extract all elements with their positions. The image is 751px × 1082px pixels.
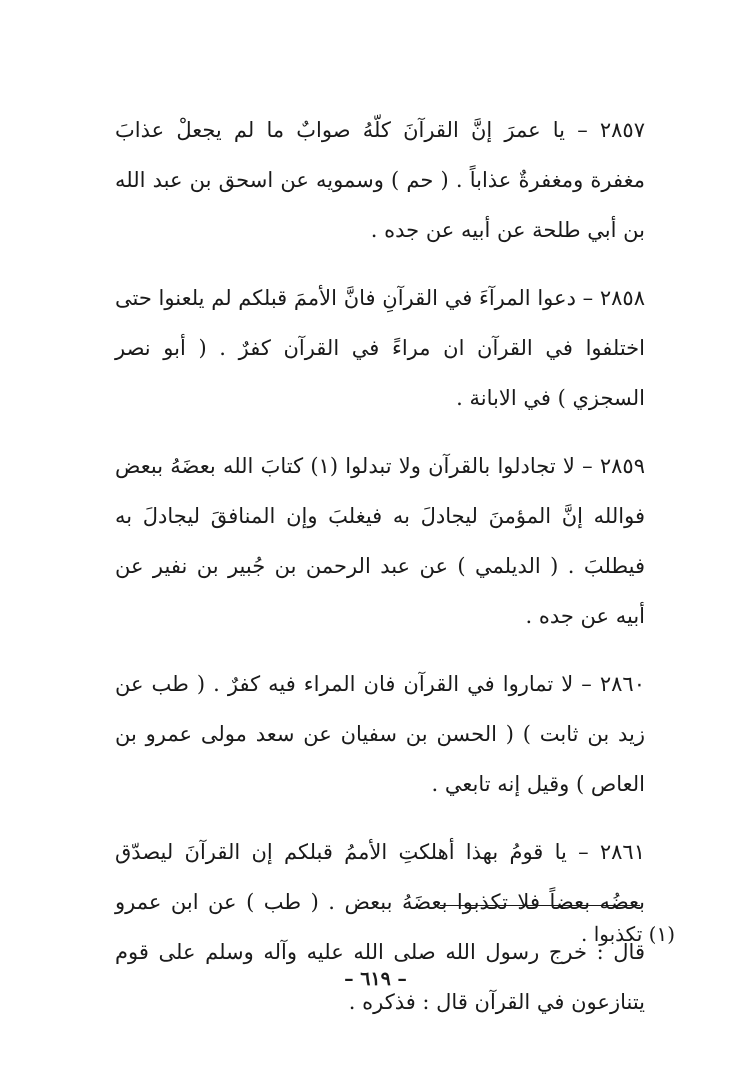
page-number: – ٦١٩ –	[344, 968, 407, 990]
entry-number: ٢٨٥٨	[599, 286, 645, 310]
entry-text: – لا تجادلوا بالقرآن ولا تبدلوا (١) كتابَ الله بعضَهُ ببعض فوالله إنَّ المؤمنَ ليجادلَ به فيغلبَ وإن المنافقَ ليجادلَ به فيطلبَ . ( الديلمي ) عن عبد الرحمن بن جُبير بن نفير عن أبيه عن جده .	[115, 454, 645, 628]
entry-number: ٢٨٦١	[599, 840, 645, 864]
hadith-entry-2859	[115, 441, 645, 641]
entry-text: – لا تماروا في القرآن فان المراء فيه كفرٌ . ( طب عن زيد بن ثابت ) ( الحسن بن سفيان عن سعد مولى عمرو بن العاص ) وقيل إنه تابعي .	[115, 672, 645, 796]
hadith-entry-2860	[115, 659, 645, 809]
footnote: (١) تكذبوا .	[580, 922, 675, 946]
footnote-divider	[440, 905, 640, 906]
entry-number: ٢٨٥٧	[599, 118, 645, 142]
hadith-entries	[115, 105, 645, 1027]
entry-text: – يا قومُ بهذا أهلكتِ الأممُ قبلكم إن القرآنَ ليصدّق بعضُه بعضاً فلا تكذبوا بعضَهُ ببعض . ( طب ) عن ابن عمرو قال : خرج رسول الله صلى الله عليه وآله وسلم على قوم يتنازعون في القرآن قال : فذكره .	[115, 840, 645, 1014]
entry-number: ٢٨٦٠	[599, 672, 645, 696]
entry-number: ٢٨٥٩	[599, 454, 645, 478]
hadith-entry-2857	[115, 105, 645, 255]
entry-text: – دعوا المرآءَ في القرآنِ فانَّ الأممَ قبلكم لم يلعنوا حتى اختلفوا في القرآن ان مراءً في القرآن كفرٌ . ( أبو نصر السجزي ) في الابانة .	[115, 286, 645, 410]
entry-text: – يا عمرَ إنَّ القرآنَ كلّهُ صوابٌ ما لم يجعلْ عذابَ مغفرة ومغفرةٌ عذاباً . ( حم ) وسمويه عن اسحق بن عبد الله بن أبي طلحة عن أبيه عن جده .	[115, 118, 645, 242]
hadith-entry-2858	[115, 273, 645, 423]
